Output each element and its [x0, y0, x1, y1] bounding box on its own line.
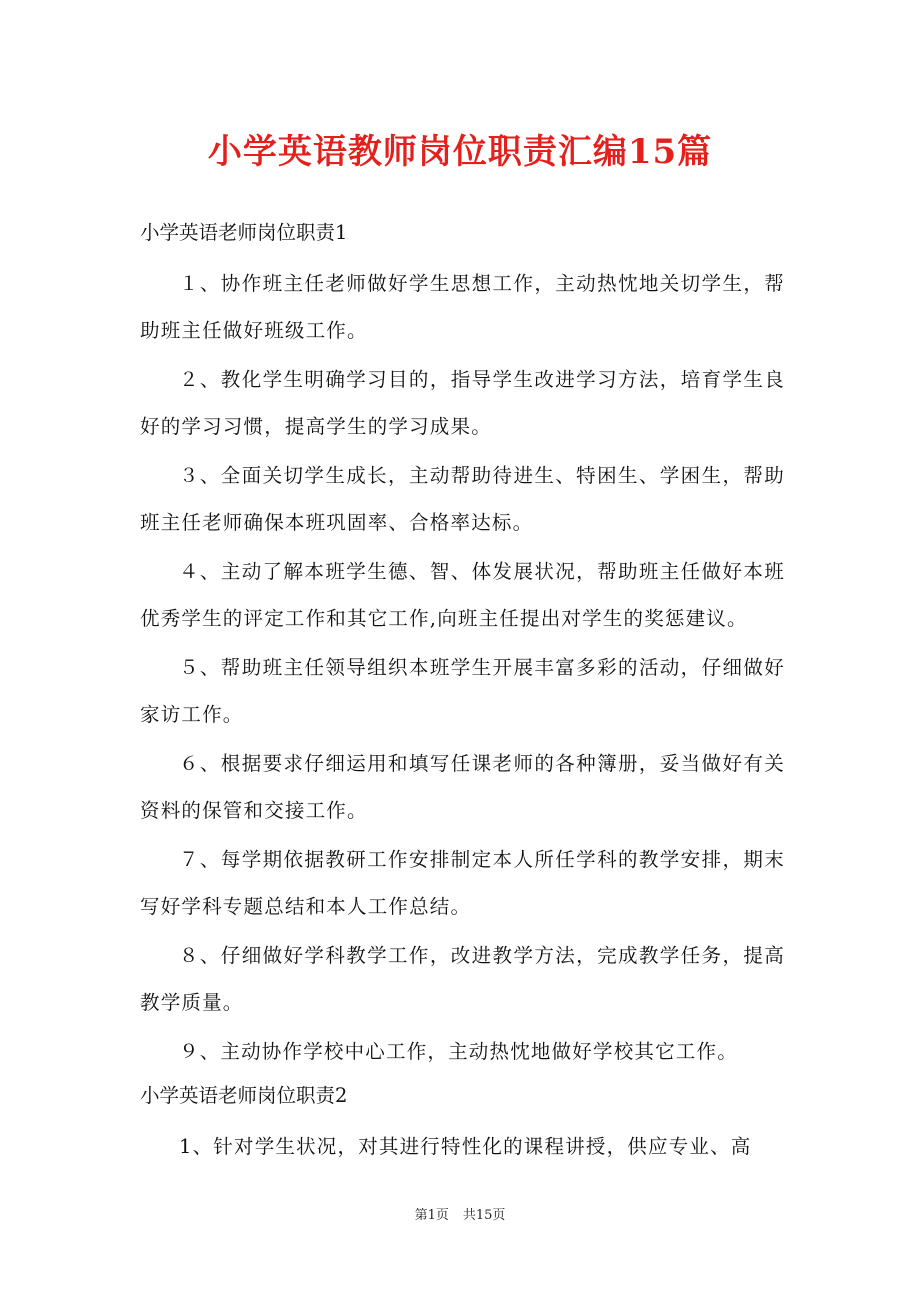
paragraph: ２、教化学生明确学习目的，指导学生改进学习方法，培育学生良好的学习习惯，提高学生的学习成果。 [140, 368, 785, 438]
document-body [140, 214, 785, 1172]
page-number: 第1页 [414, 1208, 449, 1223]
paragraph: ５、帮助班主任领导组织本班学生开展丰富多彩的活动，仔细做好家访工作。 [140, 656, 785, 726]
section-heading: 小学英语老师岗位职责2 [140, 1084, 348, 1107]
paragraph: ８、仔细做好学科教学工作，改进教学方法，完成教学任务，提高教学质量。 [140, 944, 785, 1014]
section-heading: 小学英语老师岗位职责1 [140, 221, 348, 244]
paragraph: 1、针对学生状况，对其进行特性化的课程讲授，供应专业、高 [179, 1135, 752, 1158]
paragraph: １、协作班主任老师做好学生思想工作，主动热忱地关切学生，帮助班主任做好班级工作。 [140, 272, 785, 342]
section-1 [140, 214, 785, 1075]
paragraph: ３、全面关切学生成长，主动帮助待进生、特困生、学困生，帮助班主任老师确保本班巩固率、合格率达标。 [140, 464, 785, 534]
page-footer [0, 1206, 920, 1226]
page-total: 共15页 [462, 1208, 506, 1223]
document-title: 小学英语教师岗位职责汇编15篇 [207, 132, 713, 172]
paragraph: ６、根据要求仔细运用和填写任课老师的各种簿册，妥当做好有关资料的保管和交接工作。 [140, 752, 785, 822]
paragraph: ４、主动了解本班学生德、智、体发展状况，帮助班主任做好本班优秀学生的评定工作和其它工作,向班主任提出对学生的奖惩建议。 [140, 560, 785, 630]
paragraph: ７、每学期依据教研工作安排制定本人所任学科的教学安排，期末写好学科专题总结和本人工作总结。 [140, 848, 785, 918]
paragraph: ９、主动协作学校中心工作，主动热忱地做好学校其它工作。 [179, 1040, 738, 1063]
section-2 [140, 1077, 785, 1170]
